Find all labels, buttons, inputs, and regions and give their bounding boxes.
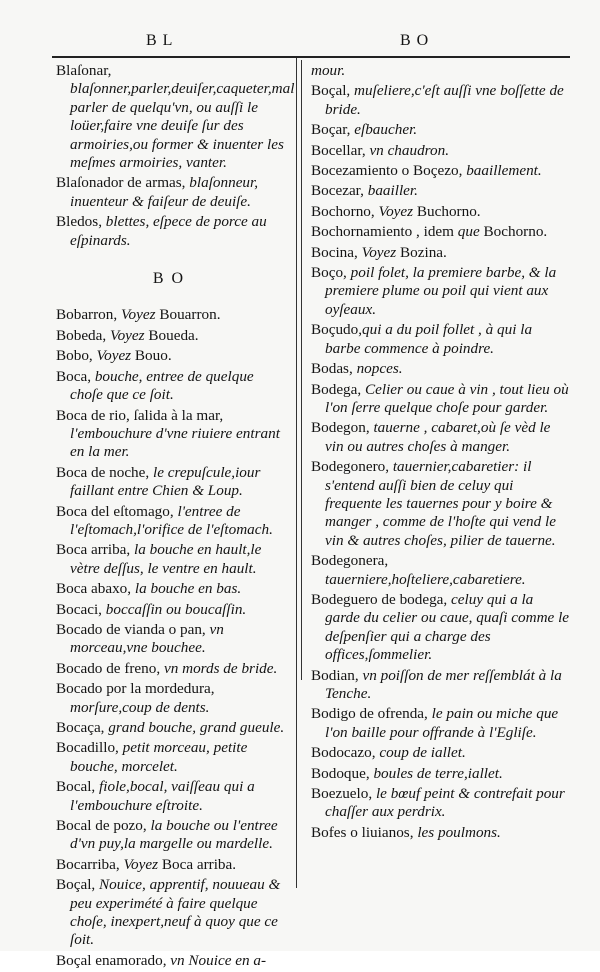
definition: poil folet, la premiere barbe, & la premiere plume ou poil qui vient aux oyſeaux. (325, 264, 557, 318)
headword: Boçal, (311, 82, 351, 100)
headword: Bocal de pozo, (56, 817, 147, 835)
dictionary-entry (311, 765, 571, 783)
column-divider (296, 58, 297, 888)
cross-reference: Boca arriba. (158, 855, 237, 873)
dictionary-entry (311, 824, 571, 842)
headword: Boço, (311, 264, 347, 282)
definition: grand bouche, grand gueule. (104, 719, 285, 736)
definition: Voyez (106, 326, 145, 344)
dictionary-entry (56, 306, 288, 324)
dictionary-entry (311, 203, 571, 221)
dictionary-entry (311, 182, 571, 200)
dictionary-entry (311, 381, 571, 418)
headword: Boca abaxo, (56, 580, 132, 598)
definition: Voyez (119, 855, 159, 873)
headword: Boca del eſtomago, (56, 502, 174, 520)
dictionary-entry (311, 264, 571, 319)
definition: celuy qui a la garde du celier ou caue, quaſi comme le deſpenſier qui a charge des offices,ſommelier. (325, 590, 570, 664)
dictionary-entry (56, 368, 288, 405)
definition: Voyez (92, 347, 132, 365)
dictionary-entry (311, 321, 571, 358)
definition: blaſonner,parler,deuiſer,caqueter,mal parler de quelqu'vn, ou auſſi le loüer,faire vne deuiſe ſur des armoiries,ou former & inuenter les meſmes armoiries, vanter. (70, 80, 295, 172)
cross-reference: Bozina. (396, 243, 447, 261)
definition: qui a du poil follet , à qui la barbe commence à poindre. (325, 321, 533, 357)
dictionary-entry (311, 244, 571, 262)
dictionary-entry (56, 621, 288, 658)
definition: blaſonneur, inuenteur & faiſeur de deuiſe. (70, 174, 259, 210)
definition: boules de terre,iallet. (369, 764, 503, 782)
dictionary-entry (56, 876, 288, 950)
definition: vn Nouice en a- (166, 951, 267, 969)
section-heading: BO (152, 270, 192, 288)
dictionary-entry (311, 223, 571, 241)
definition: le bœuf peint & contrefait pour chaſſer aux perdrix. (325, 785, 565, 821)
definition: nopces. (352, 360, 403, 378)
header-left: BL (146, 32, 179, 49)
dictionary-entry (56, 952, 288, 970)
dictionary-entry (56, 680, 288, 717)
dictionary-entry (56, 817, 288, 854)
definition: l'entree de l'eſtomach,l'orifice de l'eſtomach. (70, 502, 273, 538)
dictionary-entry (311, 121, 571, 139)
definition: morſure,coup de dents. (70, 698, 210, 716)
dictionary-entry (311, 705, 571, 742)
definition: tauernier,cabaretier: il s'entend auſſi bien de celuy qui frequente les tauernes pour y boire & manger , comme de l'hoſte qui vend le vin & autres choſes, pilier de tauerne. (325, 458, 556, 549)
headword: Bofes o liuianos, (311, 823, 414, 841)
dictionary-entry (311, 82, 571, 119)
dictionary-entry (56, 856, 288, 874)
definition: Voyez (357, 243, 397, 261)
headword: Bobarron, (56, 306, 118, 324)
dictionary-entry (56, 660, 288, 678)
dictionary-entry (56, 327, 288, 345)
dictionary-entry (311, 744, 571, 762)
definition: Voyez (117, 306, 156, 324)
headword: Bocaci, (56, 600, 102, 618)
dictionary-entry (311, 62, 571, 80)
headword: Bocellar, (311, 141, 366, 159)
definition: baaillement. (462, 162, 542, 180)
headword: Boca arriba, (56, 541, 131, 559)
headword: Bodas, (311, 360, 353, 378)
definition: Voyez (374, 202, 414, 220)
definition: le crepuſcule,iour faillant entre Chien & Loup. (70, 463, 261, 500)
headword: Bodocazo, (311, 744, 376, 762)
dictionary-entry (56, 347, 288, 365)
definition: blettes, eſpece de porce au eſpinards. (70, 213, 267, 249)
headword: Bodegonero, (311, 458, 390, 476)
definition: muſeliere,c'eſt auſſi vne boſſette de bride. (325, 82, 564, 118)
headword: Bocado de freno, (56, 659, 161, 677)
headword: Bobo, (56, 347, 93, 365)
headword: Bocezar, (311, 182, 364, 200)
headword: Bodoque, (311, 764, 370, 782)
definition: boccaſſin ou boucaſſin. (101, 600, 247, 618)
headword: Boca de rio, ſalida à la mar, (56, 406, 224, 424)
cross-reference: Buchorno. (413, 202, 481, 220)
definition: bouche, entree de quelque choſe que ce ſoit. (70, 367, 254, 404)
headword: Bodigo de ofrenda, (311, 705, 428, 723)
dictionary-entry (56, 601, 288, 619)
definition: vn morceau,vne bouchee. (70, 620, 224, 657)
definition: baailler. (363, 182, 418, 200)
definition: mour. (311, 62, 346, 79)
header-rule (52, 56, 570, 58)
headword: Boçar, (311, 121, 351, 139)
headword: Bocarriba, (56, 855, 120, 873)
definition: Nouice, apprentif, nouueau & peu experimété à faire quelque choſe, inexpert,neuf à quoy que ce ſoit. (70, 876, 281, 949)
definition: petit morceau, petite bouche, morcelet. (70, 739, 248, 775)
headword: Bobeda, (56, 326, 107, 344)
definition: la bouche ou l'entree d'vn puy,la margelle ou mardelle. (70, 817, 278, 853)
definition: vn poiſſon de mer reſſemblát à la Tenche. (325, 666, 562, 702)
cross-reference: Bouo. (131, 347, 172, 365)
dictionary-entry (311, 785, 571, 822)
headword: Bochornamiento , idem (311, 223, 454, 241)
dictionary-entry (311, 162, 571, 180)
headword: Bodega, (311, 380, 362, 398)
dictionary-entry (311, 667, 571, 704)
dictionary-entry (56, 62, 295, 172)
headword: Bocaça, (56, 719, 105, 736)
definition: tauerne , cabaret,où ſe vèd le vin ou autres choſes à manger. (325, 419, 551, 455)
cross-reference: Bochorno. (479, 223, 548, 241)
dictionary-entry (56, 739, 288, 776)
headword: Bocina, (311, 243, 358, 261)
headword: Bocal, (56, 778, 96, 796)
dictionary-entry (311, 419, 571, 456)
headword: Bodegonera, (311, 552, 389, 570)
dictionary-entry (311, 591, 571, 665)
headword: Bodian, (311, 666, 359, 684)
definition: que (453, 223, 480, 241)
definition: coup de iallet. (375, 744, 466, 762)
headword: Boçudo, (311, 321, 363, 339)
headword: Bocadillo, (56, 739, 119, 757)
definition: eſbaucher. (350, 121, 418, 139)
definition: fiole,bocal, vaiſſeau qui a l'embouchure eſtroite. (70, 778, 255, 814)
headword: Bodegon, (311, 419, 370, 437)
headword: Bledos, (56, 213, 102, 231)
definition: vn mords de bride. (160, 659, 278, 677)
dictionary-entry (56, 778, 288, 815)
definition: le pain ou miche que l'on baille pour offrande à l'Egliſe. (325, 705, 559, 741)
headword: Bocado de vianda o pan, (56, 620, 206, 638)
definition: vn chaudron. (365, 141, 450, 159)
headword: Bocezamiento o Boçezo, (311, 162, 463, 180)
headword: Bocado por la mordedura, (56, 680, 215, 698)
definition: l'embouchure d'vne riuiere entrant en la mer. (70, 424, 280, 461)
headword: Boezuelo, (311, 785, 373, 803)
definition: la bouche en hault,le vètre deſſus, le ventre en hault. (70, 541, 262, 577)
running-header (48, 28, 573, 50)
dictionary-entry (56, 213, 288, 250)
headword: Blaſonador de armas, (56, 174, 186, 192)
dictionary-entry (56, 503, 288, 540)
definition: tauerniere,hoſteliere,cabaretiere. (325, 570, 526, 588)
headword: Bodeguero de bodega, (311, 590, 448, 608)
headword: Boca de noche, (56, 463, 150, 481)
definition: la bouche en bas. (131, 580, 242, 598)
headword: Boçal, (56, 876, 96, 894)
cross-reference: Bouarron. (155, 306, 221, 324)
cross-reference: Boueda. (144, 326, 199, 344)
dictionary-entry (56, 407, 288, 462)
dictionary-entry (311, 360, 571, 378)
dictionary-entry (311, 142, 571, 160)
left-column (56, 62, 295, 972)
dictionary-entry (56, 464, 288, 501)
definition: Celier ou caue à vin , tout lieu où l'on ſerre quelque choſe pour garder. (325, 380, 569, 416)
column-divider-inner (301, 60, 302, 680)
dictionary-entry (311, 552, 571, 589)
header-right: BO (400, 32, 435, 49)
headword: Bochorno, (311, 202, 375, 220)
headword: Boçal enamorado, (56, 951, 167, 969)
headword: Boca, (56, 367, 92, 385)
dictionary-entry (56, 541, 288, 578)
headword: Blaſonar, (56, 62, 112, 79)
dictionary-entry (56, 174, 288, 211)
dictionary-entry (56, 580, 288, 598)
right-column (311, 62, 571, 844)
dictionary-entry (311, 458, 571, 550)
definition: les poulmons. (413, 823, 501, 841)
dictionary-entry (56, 719, 288, 737)
